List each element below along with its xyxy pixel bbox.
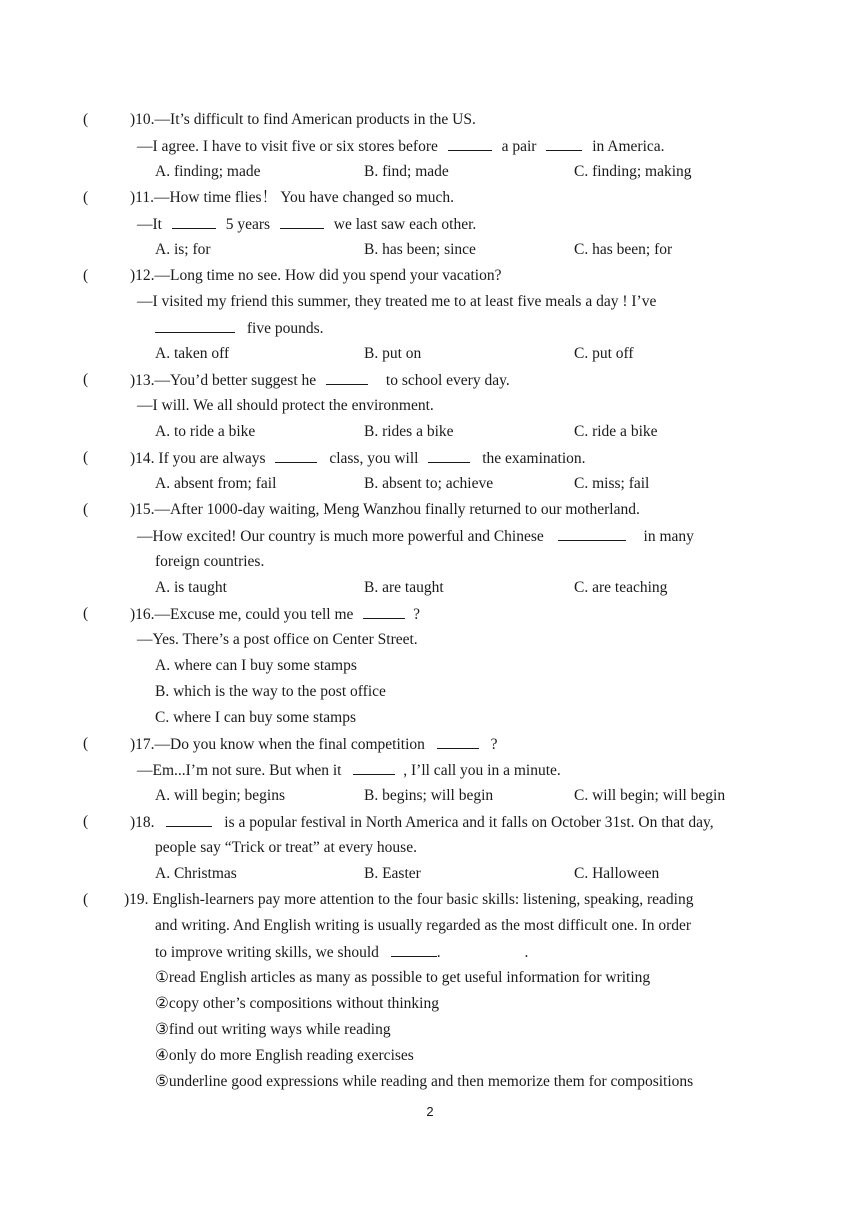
question-paren: ( xyxy=(83,371,89,388)
question-paren: ( xyxy=(83,189,89,206)
question-15-reply-cont: foreign countries. xyxy=(155,553,265,570)
option-c: C. has been; for xyxy=(574,241,673,258)
option-c: C. finding; making xyxy=(574,163,692,180)
option-c: C. where I can buy some stamps xyxy=(155,709,357,726)
question-paren: ( xyxy=(83,111,89,128)
question-14-stem: )14. If you are always class, you will the examination. xyxy=(130,450,586,467)
question-paren: ( xyxy=(83,449,89,466)
question-19-stem: )19. English-learners pay more attention to the four basic skills: listening, speaking, reading xyxy=(124,891,694,908)
question-10-reply: —I agree. I have to visit five or six stores before a pair in America. xyxy=(137,138,665,155)
answer-blank xyxy=(326,370,368,385)
question-12-stem: )12.—Long time no see. How did you spend your vacation? xyxy=(130,267,502,284)
question-paren: ( xyxy=(83,267,89,284)
option-c: C. are teaching xyxy=(574,579,668,596)
question-12-reply: —I visited my friend this summer, they treated me to at least five meals a day ! I’ve xyxy=(137,293,657,310)
question-10-stem: )10.—It’s difficult to find American products in the US. xyxy=(130,111,476,128)
option-c: C. ride a bike xyxy=(574,423,658,440)
question-18-stem: )18. is a popular festival in North America and it falls on October 31st. On that day, xyxy=(130,814,714,831)
question-11-reply: —It 5 years we last saw each other. xyxy=(137,216,477,233)
answer-blank xyxy=(280,214,324,229)
question-paren: ( xyxy=(83,813,89,830)
question-18-stem-cont: people say “Trick or treat” at every house. xyxy=(155,839,417,856)
option-b: B. find; made xyxy=(364,163,449,180)
question-17-stem: )17.—Do you know when the final competition ? xyxy=(130,736,498,753)
option-a: A. taken off xyxy=(155,345,230,362)
answer-blank xyxy=(391,942,437,957)
option-a: A. absent from; fail xyxy=(155,475,277,492)
question-paren: ( xyxy=(83,735,89,752)
question-15-stem: )15.—After 1000-day waiting, Meng Wanzhou finally returned to our motherland. xyxy=(130,501,640,518)
answer-blank xyxy=(558,526,626,541)
question-19-stem-cont: and writing. And English writing is usually regarded as the most difficult one. In order xyxy=(155,917,692,934)
option-a: A. Christmas xyxy=(155,865,237,882)
option-item: ①read English articles as many as possible to get useful information for writing xyxy=(155,969,651,986)
question-paren: ( xyxy=(83,605,89,622)
option-a: A. will begin; begins xyxy=(155,787,286,804)
option-c: C. put off xyxy=(574,345,634,362)
question-13-reply: —I will. We all should protect the environment. xyxy=(137,397,434,414)
option-b: B. rides a bike xyxy=(364,423,454,440)
page-number: 2 xyxy=(426,1104,434,1119)
answer-blank xyxy=(428,448,470,463)
question-16-reply: —Yes. There’s a post office on Center Street. xyxy=(137,631,418,648)
answer-blank xyxy=(275,448,317,463)
question-16-stem: )16.—Excuse me, could you tell me ? xyxy=(130,606,421,623)
option-a: A. finding; made xyxy=(155,163,261,180)
option-a: A. to ride a bike xyxy=(155,423,256,440)
option-item: ②copy other’s compositions without thinking xyxy=(155,995,439,1012)
answer-blank xyxy=(353,760,395,775)
option-c: C. miss; fail xyxy=(574,475,650,492)
answer-blank xyxy=(363,604,405,619)
option-a: A. is taught xyxy=(155,579,227,596)
question-19-stem-cont2: to improve writing skills, we should . . xyxy=(155,944,529,961)
question-paren: ( xyxy=(83,891,89,908)
option-c: C. Halloween xyxy=(574,865,660,882)
option-b: B. which is the way to the post office xyxy=(155,683,386,700)
option-b: B. absent to; achieve xyxy=(364,475,494,492)
option-item: ④only do more English reading exercises xyxy=(155,1047,414,1064)
answer-blank xyxy=(437,734,479,749)
option-b: B. are taught xyxy=(364,579,444,596)
answer-blank xyxy=(448,136,492,151)
option-item: ⑤underline good expressions while reading and then memorize them for compositions xyxy=(155,1073,694,1090)
option-item: ③find out writing ways while reading xyxy=(155,1021,391,1038)
answer-blank xyxy=(546,136,582,151)
answer-blank xyxy=(172,214,216,229)
option-c: C. will begin; will begin xyxy=(574,787,726,804)
option-b: B. has been; since xyxy=(364,241,476,258)
option-a: A. where can I buy some stamps xyxy=(155,657,357,674)
option-b: B. begins; will begin xyxy=(364,787,494,804)
question-11-stem: )11.—How time flies！ You have changed so much. xyxy=(130,189,455,206)
answer-blank xyxy=(166,812,212,827)
question-17-reply: —Em...I’m not sure. But when it , I’ll call you in a minute. xyxy=(137,762,561,779)
question-15-reply: —How excited! Our country is much more powerful and Chinese in many xyxy=(137,528,694,545)
option-b: B. put on xyxy=(364,345,422,362)
option-a: A. is; for xyxy=(155,241,211,258)
question-paren: ( xyxy=(83,501,89,518)
option-b: B. Easter xyxy=(364,865,421,882)
question-12-reply-cont: five pounds. xyxy=(155,318,324,339)
question-13-stem: )13.—You’d better suggest he to school every day. xyxy=(130,372,510,389)
answer-blank xyxy=(155,318,235,333)
